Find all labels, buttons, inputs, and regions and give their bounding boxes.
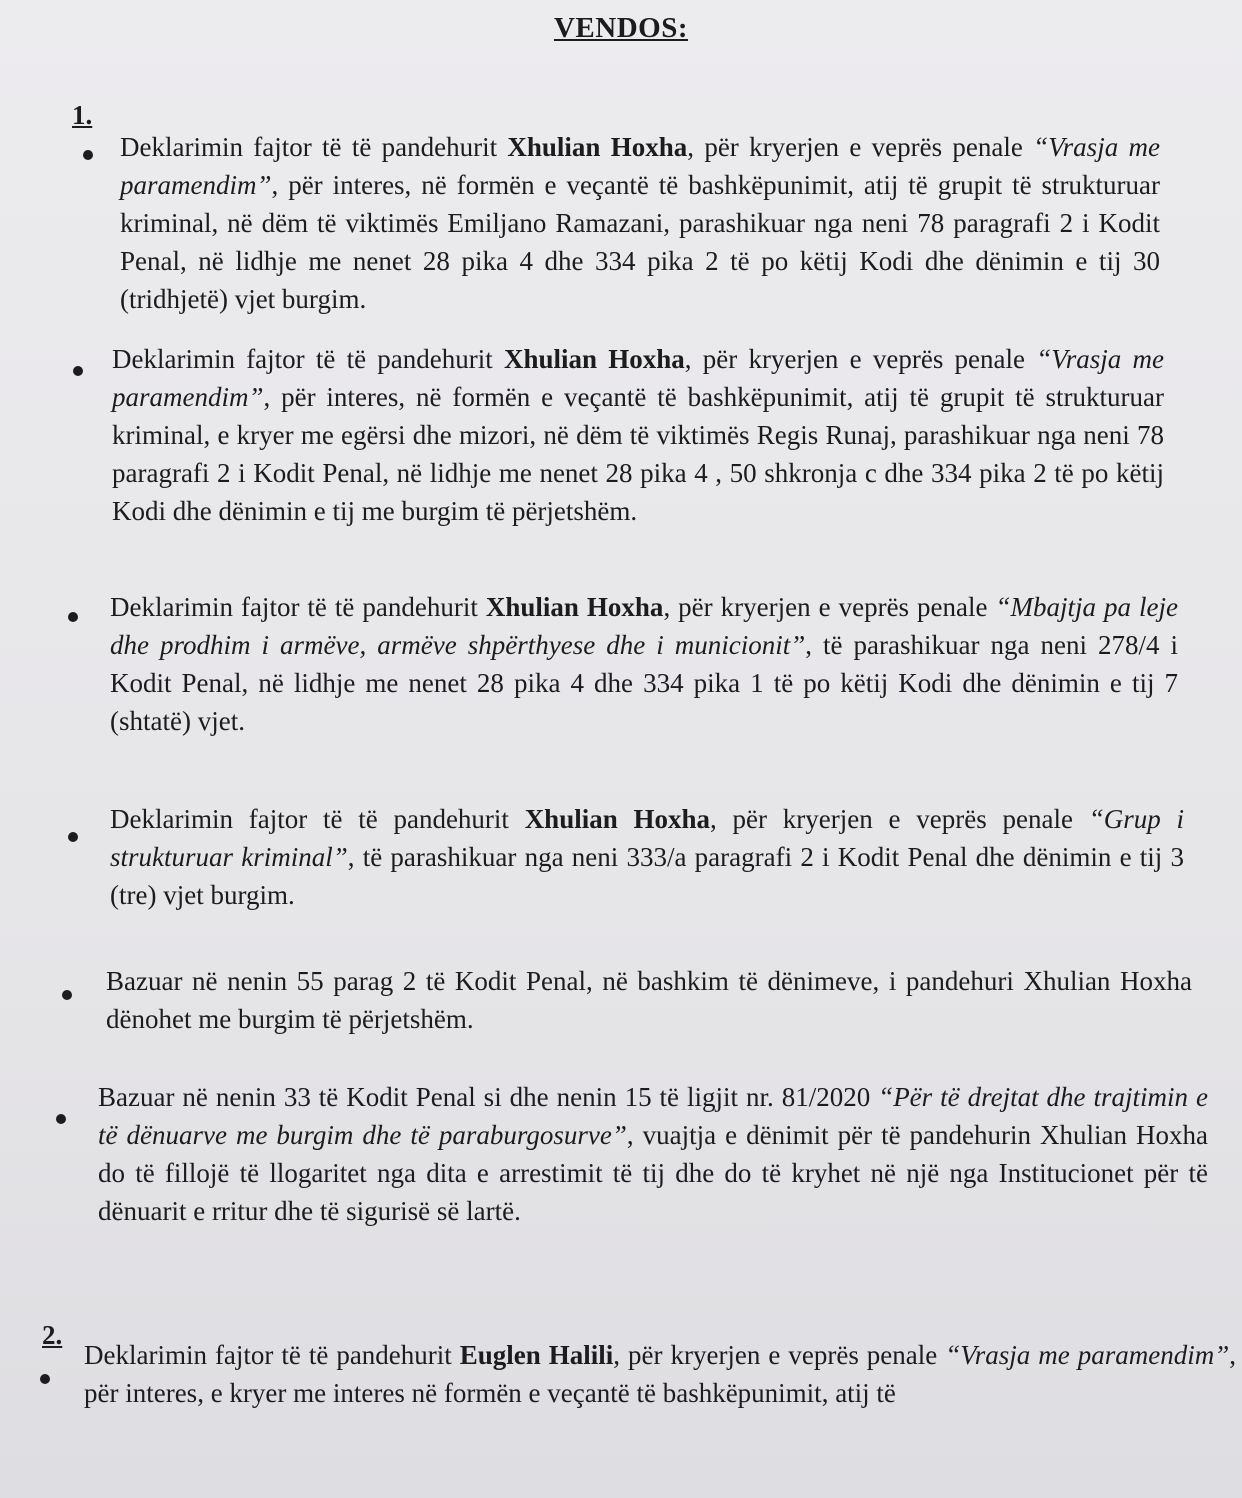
item-text: , për interes, në formën e veçantë të bashkëpunimit, atij të grupit të strukturuar kriminal, në dëm të viktimës Emiljano Ramazani, parashikuar nga neni 78 paragrafi 2 i Kodit Penal, në lidhje me nenet 28 pika 4 dhe 334 pika 2 të po këtij Kodi dhe dënimin e tij 30 (tridhjetë) vjet burgim. [120, 170, 1160, 314]
list-item [106, 962, 1192, 1038]
page-title: VENDOS: [553, 12, 688, 44]
defendant-name: Xhulian Hoxha [524, 804, 711, 834]
item-text: , të parashikuar nga neni 333/a paragrafi 2 i Kodit Penal dhe dënimin e tij 3 (tre) vjet burgim. [110, 842, 1184, 910]
bullet-icon [40, 1374, 50, 1384]
list-item [112, 340, 1164, 530]
item-text: Deklarimin fajtor të të pandehurit [110, 592, 486, 622]
list-item [110, 588, 1178, 740]
list-item [84, 1336, 1236, 1412]
defendant-name: Xhulian Hoxha [504, 344, 685, 374]
section-number-1: 1. [72, 100, 93, 130]
item-text: , për kryerjen e veprës penale [663, 592, 996, 622]
section-number-2: 2. [42, 1320, 63, 1350]
offense-name: “Vrasja me paramendim” [120, 132, 1160, 200]
item-text: , për interes, në formën e veçantë të bashkëpunimit, atij të grupit të strukturuar kriminal, e kryer me egërsi dhe mizori, në dëm të viktimës Regis Runaj, parashikuar nga neni 78 paragrafi 2 i Kodit Penal, në lidhje me nenet 28 pika 4 , 50 shkronja c dhe 334 pika 2 të po këtij Kodi dhe dënimin e tij me burgim të përjetshëm. [112, 382, 1164, 526]
defendant-name: Xhulian Hoxha [507, 132, 688, 162]
bullet-icon [68, 612, 78, 622]
defendant-name: Xhulian Hoxha [485, 592, 664, 622]
item-text: , vuajtja e dënimit për të pandehurin Xhulian Hoxha do të fillojë të llogaritet nga dita e arrestimit të tij dhe do të kryhet në një nga Institucionet për të dënuarit e rritur dhe të sigurisë së lartë. [98, 1120, 1208, 1226]
offense-name: “Mbajtja pa leje dhe prodhim i armëve, armëve shpërthyese dhe i municionit” [110, 592, 1178, 660]
item-text: , për kryerjen e veprës penale [710, 804, 1089, 834]
item-text: Deklarimin fajtor të të pandehurit [112, 344, 504, 374]
bullet-icon [73, 366, 83, 376]
item-text: , për interes, e kryer me interes në formën e veçantë të bashkëpunimit, atij të [84, 1340, 1236, 1408]
law-title: “Për të drejtat dhe trajtimin e të dënuarve me burgim dhe të paraburgosurve” [98, 1082, 1208, 1150]
bullet-icon [56, 1114, 66, 1124]
offense-name: “Vrasja me paramendim” [112, 344, 1164, 412]
item-text: , për kryerjen e veprës penale [684, 344, 1037, 374]
list-item [110, 800, 1184, 914]
bullet-icon [62, 990, 72, 1000]
item-text: Deklarimin fajtor të të pandehurit [110, 804, 525, 834]
bullet-icon [83, 150, 93, 160]
bullet-icon [68, 832, 78, 842]
item-text: , për kryerjen e veprës penale [613, 1340, 946, 1370]
item-text: Deklarimin fajtor të të pandehurit [84, 1340, 460, 1370]
offense-name: “Grup i strukturuar kriminal” [110, 804, 1184, 872]
item-text: Deklarimin fajtor të të pandehurit [120, 132, 508, 162]
list-item [120, 128, 1160, 318]
offense-name: “Vrasja me paramendim” [945, 1340, 1230, 1370]
list-item [98, 1078, 1208, 1230]
defendant-name: Euglen Halili [459, 1340, 614, 1370]
item-text: Bazuar në nenin 55 parag 2 të Kodit Penal, në bashkim të dënimeve, i pandehuri Xhulian Hoxha dënohet me burgim të përjetshëm. [106, 966, 1192, 1034]
item-text: , të parashikuar nga neni 278/4 i Kodit Penal, në lidhje me nenet 28 pika 4 dhe 334 pika 1 të po këtij Kodi dhe dënimin e tij 7 (shtatë) vjet. [110, 630, 1179, 736]
item-text: Bazuar në nenin 33 të Kodit Penal si dhe nenin 15 të ligjit nr. 81/2020 [98, 1082, 879, 1112]
item-text: , për kryerjen e veprës penale [687, 132, 1034, 162]
